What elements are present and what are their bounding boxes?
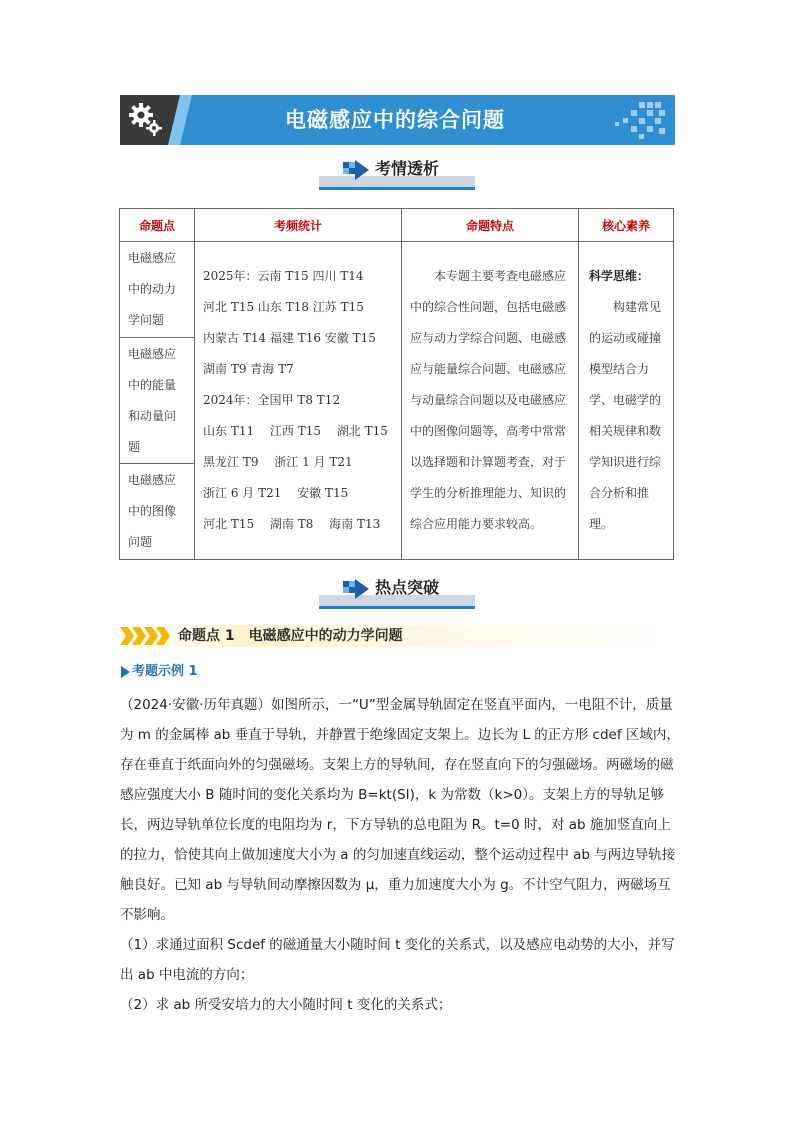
- freq-line: 黑龙江 T9 浙江 1 月 T21: [203, 455, 353, 469]
- pixel-dots-icon: [609, 98, 669, 142]
- freq-line: 山东 T11 江西 T15 湖北 T15: [203, 424, 388, 438]
- freq-line: 浙江 6 月 T21 安徽 T15: [203, 486, 349, 500]
- header-core: 核心素养: [579, 209, 674, 242]
- problem-text: [120, 690, 680, 1020]
- title-banner: [120, 95, 675, 145]
- section-heading-label: 热点突破: [375, 578, 440, 597]
- header-features: 命题特点: [402, 209, 579, 242]
- checkered-flag-icon: [341, 158, 371, 182]
- header-frequency: 考频统计: [195, 209, 402, 242]
- chevrons-icon: [120, 627, 180, 645]
- section-heading-hotspots: [319, 575, 475, 609]
- core-literacy-cell: [579, 242, 674, 560]
- topic-heading-bar: [120, 625, 676, 647]
- freq-line: 河北 T15 湖南 T8 海南 T13: [203, 517, 381, 531]
- freq-line: 河北 T15 山东 T18 江苏 T15: [203, 300, 364, 314]
- gears-icon: [126, 100, 166, 140]
- core-body: 构建常见的运动或碰撞模型结合力学、电磁学的相关规律和数学知识进行综合分析和推理。: [589, 300, 662, 531]
- table-row: [120, 242, 674, 338]
- core-title: 科学思维：: [589, 269, 650, 283]
- page-title: 电磁感应中的综合问题: [285, 108, 505, 132]
- topic-heading-label: 命题点 1 电磁感应中的动力学问题: [178, 628, 403, 644]
- question-2: （2）求 ab 所受安培力的大小随时间 t 变化的关系式；: [120, 997, 452, 1013]
- triangle-icon: [121, 666, 130, 678]
- exam-stats-table: [119, 208, 674, 560]
- freq-line: 2024年：全国甲 T8 T12: [203, 393, 341, 407]
- freq-line: 内蒙古 T14 福建 T16 安徽 T15: [203, 331, 376, 345]
- freq-line: 2025年：云南 T15 四川 T14: [203, 269, 364, 283]
- section-heading-analysis: [319, 156, 475, 190]
- problem-paragraph: （2024·安徽·历年真题）如图所示，一“U”型金属导轨固定在竖直平面内，一电阻不计，质量为 m 的金属棒 ab 垂直于导轨，并静置于绝缘固定支架上。边长为 L 的正方形 cdef 区域内，存在垂直于纸面向外的匀强磁场。支架上方的导轨间，存在竖直向下的匀强磁场。两磁场的磁感应强度大小 B 随时间的变化关系均为 B=kt(SI)，k 为常数（k>0）。支架上方的导轨足够长，两边导轨单位长度的电阻均为 r，下方导轨的总电阻为 R。t=0 时，对 ab 施加竖直向上的拉力，恰使其向上做加速度大小为 a 的匀加速直线运动，整个运动过程中 ab 与两边导轨接触良好。已知 ab 与导轨间动摩擦因数为 μ，重力加速度大小为 g。不计空气阻力，两磁场互不影响。: [120, 697, 680, 923]
- freq-line: 湖南 T9 青海 T7: [203, 362, 294, 376]
- topic-cell-graphs: 电磁感应中的图像问题: [120, 464, 195, 560]
- topic-cell-dynamics: 电磁感应中的动力学问题: [120, 242, 195, 338]
- header-topic: 命题点: [120, 209, 195, 242]
- example-heading: [121, 663, 198, 681]
- checkered-flag-icon: [341, 577, 371, 601]
- section-heading-label: 考情透析: [375, 159, 440, 178]
- features-cell: 本专题主要考查电磁感应中的综合性问题，包括电磁感应与动力学综合问题、电磁感应与能量综合问题、电磁感应与动量综合问题以及电磁感应中的图像问题等，高考中常常以选择题和计算题考查，对于学生的分析推理能力、知识的综合应用能力要求较高。: [402, 242, 579, 560]
- question-1: （1）求通过面积 Scdef 的磁通量大小随时间 t 变化的关系式，以及感应电动势的大小，并写出 ab 中电流的方向；: [120, 937, 675, 983]
- topic-cell-energy-momentum: 电磁感应中的能量和动量问题: [120, 338, 195, 464]
- frequency-cell: [195, 242, 402, 560]
- table-header-row: [120, 209, 674, 242]
- example-label-text: 考题示例 1: [132, 664, 198, 679]
